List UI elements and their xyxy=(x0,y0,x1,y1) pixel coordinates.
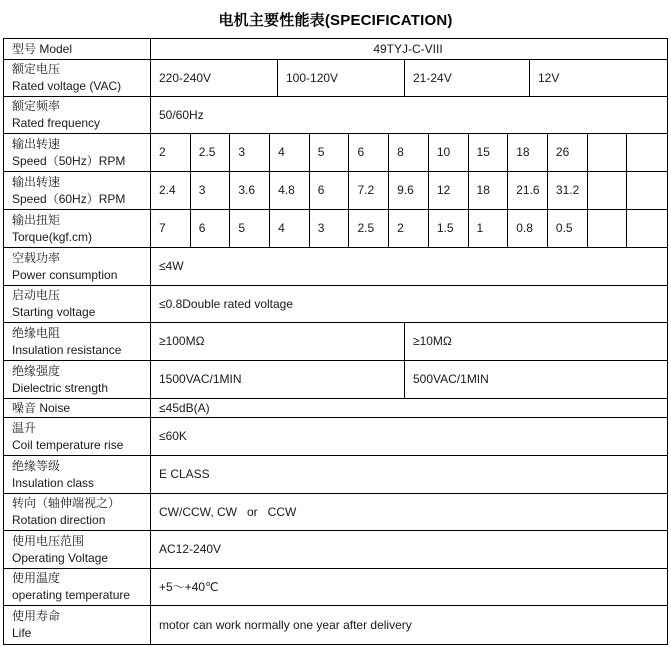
row-label-zh: 输出转速 xyxy=(12,136,61,151)
row-label-insulation-resistance xyxy=(4,323,151,361)
cell-coil-temperature-rise-0: ≤60K xyxy=(151,418,667,456)
cell-torque-3: 4 xyxy=(270,210,310,248)
cell-speed-50hz-5: 6 xyxy=(349,134,389,172)
row-label-zh: 输出扭矩 xyxy=(12,212,61,227)
cell-speed-60hz-11 xyxy=(588,172,628,210)
cell-speed-60hz-6: 9.6 xyxy=(389,172,429,210)
cell-speed-60hz-10: 31.2 xyxy=(548,172,588,210)
row-label-life xyxy=(4,606,151,644)
cell-torque-5: 2.5 xyxy=(349,210,389,248)
row-label-power-consumption xyxy=(4,248,151,286)
row-label-operating-temperature xyxy=(4,569,151,606)
row-label-en: Rated frequency xyxy=(12,116,101,130)
cell-torque-8: 1 xyxy=(469,210,509,248)
row-label-en: Speed（50Hz）RPM xyxy=(12,153,126,168)
row-label-en: Insulation resistance xyxy=(12,342,122,357)
row-label-zh: 额定电压 xyxy=(12,62,61,76)
spec-row-torque xyxy=(4,210,667,248)
cell-starting-voltage-0: ≤0.8Double rated voltage xyxy=(151,286,667,323)
row-label-zh: 绝缘强度 xyxy=(12,363,61,378)
cell-speed-50hz-3: 4 xyxy=(270,134,310,172)
cell-noise-0: ≤45dB(A) xyxy=(151,399,667,418)
row-label-en: operating temperature xyxy=(12,588,131,602)
row-label-starting-voltage xyxy=(4,286,151,323)
cell-speed-50hz-9: 18 xyxy=(508,134,548,172)
cell-speed-60hz-9: 21.6 xyxy=(508,172,548,210)
spec-row-noise xyxy=(4,399,667,418)
row-label-zh: 噪音 Noise xyxy=(12,400,71,415)
cell-speed-50hz-10: 26 xyxy=(548,134,588,172)
row-label-coil-temperature-rise xyxy=(4,418,151,456)
row-label-en: Insulation class xyxy=(12,475,95,490)
row-label-zh: 温升 xyxy=(12,420,37,435)
row-label-torque xyxy=(4,210,151,248)
row-label-dielectric-strength xyxy=(4,361,151,399)
cell-speed-50hz-8: 15 xyxy=(469,134,509,172)
cell-torque-1: 6 xyxy=(191,210,231,248)
spec-row-power-consumption xyxy=(4,248,667,286)
spec-row-insulation-class xyxy=(4,456,667,494)
cell-rated-voltage-0: 220-240V xyxy=(151,60,278,97)
row-label-en: Power consumption xyxy=(12,267,118,282)
cell-speed-50hz-2: 3 xyxy=(230,134,270,172)
row-label-zh: 使用电压范围 xyxy=(12,533,85,548)
spec-row-insulation-resistance xyxy=(4,323,667,361)
row-label-zh: 空载功率 xyxy=(12,250,61,265)
row-label-zh: 绝缘电阻 xyxy=(12,325,61,340)
cell-torque-10: 0.5 xyxy=(548,210,588,248)
cell-power-consumption-0: ≤4W xyxy=(151,248,667,286)
cell-speed-50hz-6: 8 xyxy=(389,134,429,172)
spec-row-starting-voltage xyxy=(4,286,667,323)
row-label-en: Rated voltage (VAC) xyxy=(12,79,122,93)
row-label-en: Operating Voltage xyxy=(12,550,109,565)
cell-speed-60hz-8: 18 xyxy=(469,172,509,210)
row-label-zh: 绝缘等级 xyxy=(12,458,61,473)
row-label-rotation-direction xyxy=(4,494,151,531)
row-label-operating-voltage xyxy=(4,531,151,569)
cell-rotation-direction-0: CW/CCW, CW or CCW xyxy=(151,494,667,531)
row-label-noise xyxy=(4,399,151,418)
spec-row-operating-temperature xyxy=(4,569,667,606)
spec-row-rotation-direction xyxy=(4,494,667,531)
row-label-zh: 启动电压 xyxy=(12,288,61,302)
cell-torque-6: 2 xyxy=(389,210,429,248)
cell-speed-50hz-4: 5 xyxy=(310,134,350,172)
cell-operating-voltage-0: AC12-240V xyxy=(151,531,667,569)
cell-dielectric-strength-0: 1500VAC/1MIN xyxy=(151,361,405,399)
cell-speed-50hz-11 xyxy=(588,134,628,172)
cell-model-0: 49TYJ-C-VIII xyxy=(151,39,667,60)
cell-torque-0: 7 xyxy=(151,210,191,248)
row-label-speed-50hz xyxy=(4,134,151,172)
cell-speed-60hz-4: 6 xyxy=(310,172,350,210)
spec-table xyxy=(3,38,668,645)
row-label-en: Starting voltage xyxy=(12,305,96,319)
row-label-en: Life xyxy=(12,626,32,640)
spec-row-operating-voltage xyxy=(4,531,667,569)
row-label-zh: 使用温度 xyxy=(12,571,61,585)
spec-row-dielectric-strength xyxy=(4,361,667,399)
row-label-zh: 使用寿命 xyxy=(12,609,61,623)
row-label-en: Torque(kgf.cm) xyxy=(12,229,93,244)
cell-speed-50hz-0: 2 xyxy=(151,134,191,172)
cell-rated-voltage-2: 21-24V xyxy=(405,60,530,97)
cell-torque-2: 5 xyxy=(230,210,270,248)
cell-speed-60hz-0: 2.4 xyxy=(151,172,191,210)
row-label-model xyxy=(4,39,151,60)
cell-speed-60hz-12 xyxy=(627,172,667,210)
row-label-speed-60hz xyxy=(4,172,151,210)
spec-row-speed-60hz xyxy=(4,172,667,210)
page-title: 电机主要性能表(SPECIFICATION) xyxy=(218,12,453,29)
spec-row-life xyxy=(4,606,667,644)
cell-speed-50hz-12 xyxy=(627,134,667,172)
cell-speed-60hz-7: 12 xyxy=(429,172,469,210)
spec-row-coil-temperature-rise xyxy=(4,418,667,456)
cell-insulation-class-0: E CLASS xyxy=(151,456,667,494)
cell-speed-60hz-3: 4.8 xyxy=(270,172,310,210)
cell-speed-60hz-1: 3 xyxy=(191,172,231,210)
row-label-en: Dielectric strength xyxy=(12,380,109,395)
cell-speed-60hz-2: 3.6 xyxy=(230,172,270,210)
cell-operating-temperature-0: +5～+40℃ xyxy=(151,569,667,606)
cell-rated-frequency-0: 50/60Hz xyxy=(151,97,667,134)
spec-row-speed-50hz xyxy=(4,134,667,172)
cell-life-0: motor can work normally one year after delivery xyxy=(159,617,412,632)
spec-row-rated-frequency xyxy=(4,97,667,134)
cell-speed-50hz-7: 10 xyxy=(429,134,469,172)
cell-insulation-resistance-0: ≥100MΩ xyxy=(151,323,405,361)
cell-speed-50hz-1: 2.5 xyxy=(191,134,231,172)
cell-torque-9: 0.8 xyxy=(508,210,548,248)
row-label-zh: 转向（轴伸端视之） xyxy=(12,496,121,510)
cell-torque-4: 3 xyxy=(310,210,350,248)
row-label-en: Coil temperature rise xyxy=(12,437,124,452)
cell-torque-7: 1.5 xyxy=(429,210,469,248)
row-label-en: Speed（60Hz）RPM xyxy=(12,191,126,206)
row-label-zh: 型号 Model xyxy=(12,41,73,56)
cell-torque-11 xyxy=(588,210,628,248)
spec-row-model xyxy=(4,39,667,60)
row-label-en: Rotation direction xyxy=(12,513,106,527)
cell-dielectric-strength-1: 500VAC/1MIN xyxy=(405,361,667,399)
cell-rated-voltage-1: 100-120V xyxy=(278,60,405,97)
cell-insulation-resistance-1: ≥10MΩ xyxy=(405,323,667,361)
row-label-zh: 额定频率 xyxy=(12,99,61,113)
cell-rated-voltage-3: 12V xyxy=(530,60,667,97)
row-label-zh: 输出转速 xyxy=(12,174,61,189)
cell-torque-12 xyxy=(627,210,667,248)
row-label-rated-voltage xyxy=(4,60,151,97)
cell-speed-60hz-5: 7.2 xyxy=(349,172,389,210)
spec-row-rated-voltage xyxy=(4,60,667,97)
row-label-insulation-class xyxy=(4,456,151,494)
row-label-rated-frequency xyxy=(4,97,151,134)
